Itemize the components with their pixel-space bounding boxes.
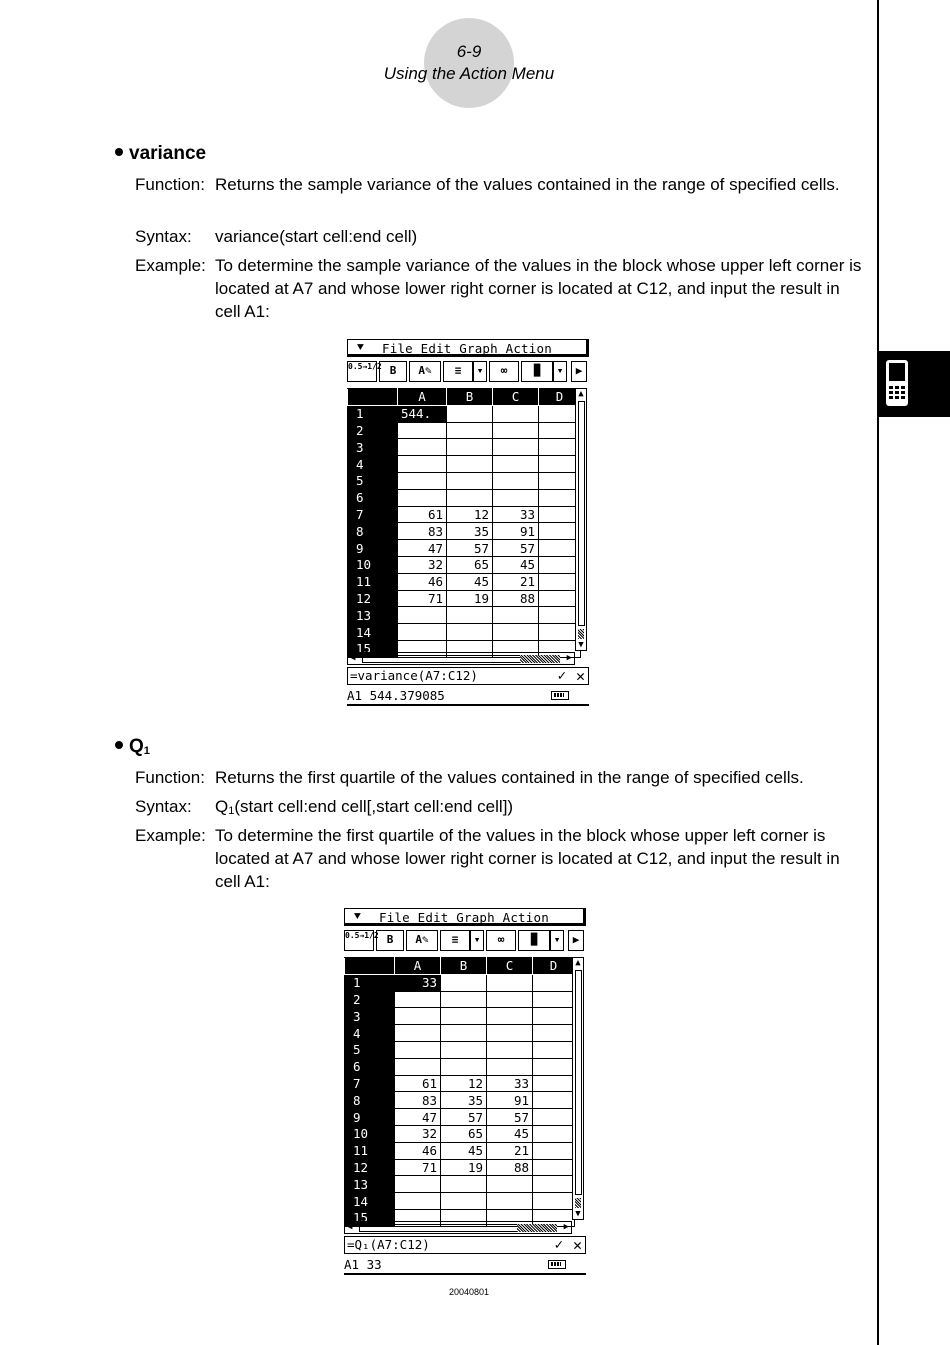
calculator-screen-variance [347, 339, 592, 709]
bold-button[interactable]: B [376, 930, 404, 951]
cell[interactable]: 47 [395, 1109, 441, 1126]
toolbar-scroll-right-icon[interactable]: ▶ [568, 930, 584, 951]
cell[interactable] [398, 472, 447, 489]
cell[interactable] [441, 1025, 487, 1042]
column-header[interactable]: A [395, 958, 441, 975]
fraction-toggle-button[interactable]: 0.5→1/2 [344, 930, 374, 951]
function-label: Function: [135, 175, 205, 194]
row-header[interactable]: 5 [345, 1041, 395, 1058]
cell[interactable] [395, 1041, 441, 1058]
cell[interactable] [441, 991, 487, 1008]
edit-line-text[interactable]: =variance(A7:C12) [350, 668, 478, 683]
cell[interactable]: 65 [447, 556, 493, 573]
cell[interactable] [493, 607, 539, 624]
footer-code: 20040801 [448, 1287, 490, 1297]
cell[interactable]: 33 [395, 974, 441, 991]
cell[interactable]: 46 [395, 1142, 441, 1159]
cell[interactable] [487, 1041, 533, 1058]
table-row [348, 439, 581, 456]
page-title: Using the Action Menu [383, 64, 555, 83]
align-icon[interactable]: ≡ [440, 930, 470, 951]
cell[interactable] [533, 1008, 575, 1025]
cell[interactable] [447, 405, 493, 422]
cell[interactable] [533, 1041, 575, 1058]
cell[interactable]: 35 [447, 523, 493, 540]
cell[interactable]: 47 [398, 540, 447, 557]
status-bar [347, 688, 589, 706]
table-row [345, 1109, 575, 1126]
cell[interactable] [493, 456, 539, 473]
cell[interactable]: 45 [487, 1125, 533, 1142]
cell[interactable]: 21 [493, 573, 539, 590]
table-row [348, 590, 581, 607]
cell[interactable]: 83 [398, 523, 447, 540]
scroll-right-icon[interactable]: ▶ [566, 653, 572, 663]
vertical-scrollbar[interactable] [575, 388, 587, 651]
cell[interactable]: 46 [398, 573, 447, 590]
cell[interactable] [395, 1176, 441, 1193]
cell[interactable] [395, 1025, 441, 1042]
graph-icon[interactable]: ▐▌ [521, 361, 553, 382]
syntax-text: variance(start cell:end cell) [215, 227, 418, 246]
cell[interactable]: 61 [395, 1075, 441, 1092]
text-edit-icon[interactable]: A✎ [406, 930, 438, 951]
cell[interactable] [533, 1092, 575, 1109]
cell[interactable] [487, 974, 533, 991]
cell[interactable] [398, 489, 447, 506]
edit-line-text[interactable]: =Q₁(A7:C12) [347, 1237, 430, 1252]
table-row [345, 1075, 575, 1092]
scroll-left-icon[interactable]: ◀ [350, 653, 356, 663]
row-header[interactable]: 13 [345, 1176, 395, 1193]
fraction-toggle-button[interactable]: 0.5→1/2 [347, 361, 377, 382]
table-row [348, 573, 581, 590]
align-icon[interactable]: ≡ [443, 361, 473, 382]
menu-chevron-icon[interactable]: ⯆ [353, 910, 362, 923]
column-header[interactable]: C [493, 389, 539, 406]
scroll-up-icon[interactable]: ▲ [575, 958, 581, 968]
example-text: To determine the sample variance of the values in the block whose upper left corner is located at A7 and whose lower right corner is located at C12, and input the result in cell A1: [215, 256, 862, 321]
bullet-icon [115, 741, 123, 749]
menu-bar [344, 908, 586, 926]
spreadsheet-grid [344, 957, 575, 1227]
cell[interactable] [487, 1025, 533, 1042]
function-text: Returns the first quartile of the values contained in the range of specified cells. [215, 768, 804, 787]
table-row [348, 607, 581, 624]
margin-rule [877, 0, 879, 1345]
row-header[interactable]: 3 [348, 439, 398, 456]
menu-items[interactable]: File Edit Graph Action [382, 341, 552, 356]
row-header[interactable]: 7 [345, 1075, 395, 1092]
cell[interactable] [447, 472, 493, 489]
status-bar [344, 1257, 586, 1275]
toolbar [347, 361, 589, 383]
cell[interactable] [447, 624, 493, 641]
cell[interactable] [398, 439, 447, 456]
close-icon[interactable]: ✕ [572, 1236, 582, 1254]
cell[interactable]: 57 [447, 540, 493, 557]
spreadsheet-grid [347, 388, 581, 658]
cell[interactable] [493, 489, 539, 506]
cell[interactable] [493, 422, 539, 439]
cell[interactable]: 21 [487, 1142, 533, 1159]
scroll-right-icon[interactable]: ▶ [563, 1222, 569, 1232]
cell[interactable] [533, 1176, 575, 1193]
bullet-icon [115, 148, 123, 156]
graph-icon[interactable]: ▐▌ [518, 930, 550, 951]
menu-items[interactable]: File Edit Graph Action [379, 910, 549, 925]
checkmark-icon[interactable]: ✓ [557, 668, 566, 684]
row-header[interactable]: 1 [348, 405, 398, 422]
horizontal-scrollbar[interactable] [347, 652, 575, 665]
row-header[interactable]: 14 [348, 624, 398, 641]
cell[interactable] [447, 422, 493, 439]
syntax-label: Syntax: [135, 797, 192, 816]
cell[interactable] [398, 422, 447, 439]
cell[interactable]: 91 [487, 1092, 533, 1109]
vertical-scrollbar[interactable] [572, 957, 584, 1220]
example-label: Example: [135, 826, 206, 845]
cell[interactable]: 88 [487, 1159, 533, 1176]
cell[interactable]: 57 [487, 1109, 533, 1126]
table-row [345, 1125, 575, 1142]
cell[interactable]: 65 [441, 1125, 487, 1142]
cell[interactable] [533, 1025, 575, 1042]
cell[interactable]: 32 [398, 556, 447, 573]
menu-bar [347, 339, 589, 357]
status-text: A1 33 [344, 1257, 382, 1272]
cell[interactable] [493, 439, 539, 456]
cell[interactable] [533, 1159, 575, 1176]
bold-button[interactable]: B [379, 361, 407, 382]
section-heading-q1: $Q_1$ [115, 736, 150, 758]
cell[interactable]: 91 [493, 523, 539, 540]
cell[interactable]: 88 [493, 590, 539, 607]
cell[interactable]: 61 [398, 506, 447, 523]
cell[interactable]: 45 [493, 556, 539, 573]
text-edit-icon[interactable]: A✎ [409, 361, 441, 382]
row-header[interactable]: 2 [345, 991, 395, 1008]
column-header[interactable]: D [533, 958, 575, 975]
column-header[interactable]: B [441, 958, 487, 975]
table-row [345, 991, 575, 1008]
table-row [345, 974, 575, 991]
cell[interactable]: 12 [441, 1075, 487, 1092]
cell[interactable]: 45 [447, 573, 493, 590]
table-row [345, 1008, 575, 1025]
cell[interactable] [447, 439, 493, 456]
cell[interactable] [487, 991, 533, 1008]
row-header[interactable]: 14 [345, 1193, 395, 1210]
function-label: Function: [135, 768, 205, 787]
row-header[interactable]: 11 [345, 1142, 395, 1159]
cell[interactable] [441, 974, 487, 991]
row-header[interactable]: 8 [348, 523, 398, 540]
battery-icon [548, 1260, 566, 1269]
cell[interactable]: 57 [493, 540, 539, 557]
section-heading-variance: variance [115, 143, 206, 165]
cell[interactable] [493, 405, 539, 422]
edit-line[interactable] [344, 1236, 586, 1254]
cell[interactable] [487, 1008, 533, 1025]
row-header[interactable]: 4 [348, 456, 398, 473]
row-header[interactable]: 11 [348, 573, 398, 590]
cell[interactable]: 45 [441, 1142, 487, 1159]
cell[interactable] [533, 1109, 575, 1126]
column-header[interactable]: C [487, 958, 533, 975]
cell[interactable] [398, 624, 447, 641]
row-header[interactable]: 6 [345, 1058, 395, 1075]
cell[interactable]: 544. [398, 405, 447, 422]
table-row [348, 540, 581, 557]
cell[interactable]: 12 [447, 506, 493, 523]
row-header[interactable]: 2 [348, 422, 398, 439]
table-row [348, 624, 581, 641]
table-row [345, 1193, 575, 1210]
status-text: A1 544.379085 [347, 688, 445, 703]
page-number-circle [424, 18, 514, 108]
cell[interactable]: 57 [441, 1109, 487, 1126]
cell[interactable] [533, 1142, 575, 1159]
cell[interactable]: 33 [493, 506, 539, 523]
cell[interactable]: 19 [447, 590, 493, 607]
table-row [348, 422, 581, 439]
cell[interactable] [441, 1041, 487, 1058]
cell[interactable] [487, 1058, 533, 1075]
function-text: Returns the sample variance of the values contained in the range of specified cells. [215, 175, 840, 194]
row-header[interactable]: 10 [345, 1125, 395, 1142]
syntax-label: Syntax: [135, 227, 192, 246]
cell[interactable] [533, 1193, 575, 1210]
table-row [345, 1092, 575, 1109]
calculator-icon [885, 359, 909, 407]
cell[interactable] [493, 624, 539, 641]
chapter-tab [879, 351, 950, 417]
row-header[interactable]: 12 [345, 1159, 395, 1176]
row-header[interactable]: 3 [345, 1008, 395, 1025]
cell[interactable] [395, 991, 441, 1008]
table-row [348, 556, 581, 573]
page-number: 6-9 [456, 42, 482, 61]
row-header[interactable]: 1 [345, 974, 395, 991]
cell[interactable] [487, 1193, 533, 1210]
row-header[interactable]: 7 [348, 506, 398, 523]
table-row [345, 1176, 575, 1193]
cell[interactable]: 71 [398, 590, 447, 607]
cell[interactable]: 71 [395, 1159, 441, 1176]
row-header[interactable]: 9 [348, 540, 398, 557]
dropdown-arrow-icon[interactable]: ▾ [473, 361, 487, 382]
dropdown-arrow-icon[interactable]: ▾ [550, 930, 564, 951]
cell[interactable]: 19 [441, 1159, 487, 1176]
battery-icon [551, 691, 569, 700]
column-header[interactable]: D [539, 389, 581, 406]
cell[interactable] [493, 472, 539, 489]
table-row [348, 506, 581, 523]
cell[interactable] [487, 1176, 533, 1193]
cell[interactable] [395, 1193, 441, 1210]
row-header[interactable]: 12 [348, 590, 398, 607]
table-row [348, 523, 581, 540]
cell[interactable] [533, 1058, 575, 1075]
cell[interactable] [441, 1008, 487, 1025]
cell[interactable] [447, 607, 493, 624]
cell[interactable] [395, 1008, 441, 1025]
scroll-down-icon[interactable]: ▼ [578, 640, 584, 650]
cell[interactable] [441, 1176, 487, 1193]
column-header[interactable]: A [398, 389, 447, 406]
scroll-left-icon[interactable]: ◀ [347, 1222, 353, 1232]
dropdown-arrow-icon[interactable]: ▾ [470, 930, 484, 951]
menu-chevron-icon[interactable]: ⯆ [356, 341, 365, 354]
example-label: Example: [135, 256, 206, 275]
toolbar [344, 930, 586, 952]
row-header[interactable]: 6 [348, 489, 398, 506]
row-header[interactable]: 15 [345, 1209, 395, 1226]
cell[interactable] [533, 1075, 575, 1092]
toolbar-scroll-right-icon[interactable]: ▶ [571, 361, 587, 382]
syntax-text: $Q_1(start$ cell:end cell[,start cell:end cell]) [215, 797, 514, 817]
table-row [345, 1041, 575, 1058]
dropdown-arrow-icon[interactable]: ▾ [553, 361, 567, 382]
cell[interactable] [441, 1193, 487, 1210]
row-header[interactable]: 5 [348, 472, 398, 489]
cell[interactable] [441, 1058, 487, 1075]
scroll-up-icon[interactable]: ▲ [578, 389, 584, 399]
table-row [345, 1025, 575, 1042]
view-glasses-icon[interactable]: ∞ [486, 930, 516, 951]
cell[interactable] [447, 456, 493, 473]
table-row [345, 1058, 575, 1075]
cell[interactable] [533, 974, 575, 991]
scroll-down-icon[interactable]: ▼ [575, 1209, 581, 1219]
table-row [345, 1142, 575, 1159]
horizontal-scrollbar[interactable] [344, 1221, 572, 1234]
calculator-screen-q1 [344, 908, 589, 1278]
cell[interactable] [533, 991, 575, 1008]
row-header[interactable]: 9 [345, 1109, 395, 1126]
table-row [348, 489, 581, 506]
cell[interactable] [533, 1125, 575, 1142]
cell[interactable]: 33 [487, 1075, 533, 1092]
table-row [348, 472, 581, 489]
row-header[interactable]: 10 [348, 556, 398, 573]
edit-line[interactable] [347, 667, 589, 685]
table-row [348, 405, 581, 422]
cell[interactable]: 83 [395, 1092, 441, 1109]
column-header[interactable]: B [447, 389, 493, 406]
checkmark-icon[interactable]: ✓ [554, 1237, 563, 1253]
cell[interactable] [398, 456, 447, 473]
example-text: To determine the first quartile of the values in the block whose upper left corner is located at A7 and whose lower right corner is located at C12, and input the result in cell A1: [215, 826, 840, 891]
row-header[interactable]: 8 [345, 1092, 395, 1109]
table-row [348, 456, 581, 473]
row-header[interactable]: 4 [345, 1025, 395, 1042]
close-icon[interactable]: ✕ [575, 667, 585, 685]
cell[interactable]: 32 [395, 1125, 441, 1142]
cell[interactable] [398, 607, 447, 624]
table-row [345, 1159, 575, 1176]
view-glasses-icon[interactable]: ∞ [489, 361, 519, 382]
cell[interactable]: 35 [441, 1092, 487, 1109]
row-header[interactable]: 13 [348, 607, 398, 624]
cell[interactable] [395, 1058, 441, 1075]
row-header[interactable]: 15 [348, 640, 398, 657]
cell[interactable] [447, 489, 493, 506]
